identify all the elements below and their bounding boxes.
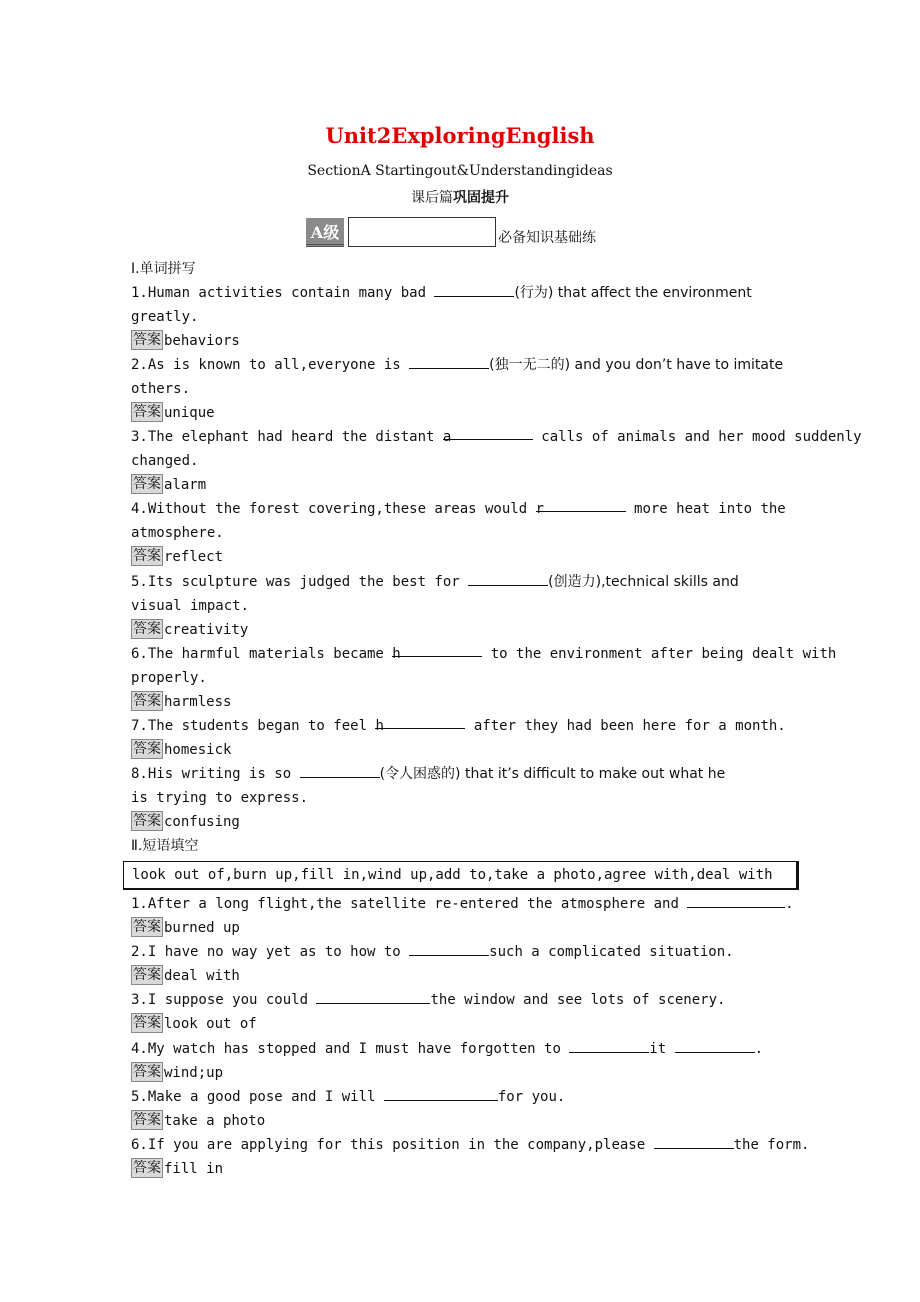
score-box	[348, 217, 496, 247]
question: 5.Make a good pose and I will for you.	[131, 1085, 831, 1109]
unit-title: Unit2ExploringEnglish	[325, 123, 595, 148]
level-badge: A级	[306, 218, 344, 247]
answer-blank[interactable]	[384, 1086, 498, 1101]
answer-row: 答案 wind;up	[133, 1064, 224, 1081]
answer-row: 答案 burned up	[133, 919, 240, 936]
question-continuation: visual impact.	[131, 598, 250, 614]
question-continuation: others.	[131, 381, 191, 397]
answer-tag: 答案	[133, 741, 161, 757]
answer-blank[interactable]	[409, 941, 489, 956]
question: 3.I suppose you could the window and see lots of scenery.	[131, 988, 831, 1012]
answer-tag: 答案	[133, 1160, 161, 1176]
question: 5.Its sculpture was judged the best for (创造力),technical skills and	[131, 570, 831, 594]
question: 7.The students began to feel h after they had been here for a month.	[131, 714, 831, 738]
section-heading: Ⅱ.短语填空	[131, 838, 199, 854]
answer-row: 答案 creativity	[133, 621, 249, 638]
question: 3.The elephant had heard the distant a calls of animals and her mood suddenly	[131, 425, 831, 449]
section-title: SectionA Startingout&Understandingideas	[307, 163, 613, 179]
question-continuation: is trying to express.	[131, 790, 309, 806]
answer-tag: 答案	[133, 332, 161, 348]
answer-blank[interactable]: a	[443, 425, 533, 440]
question: 4.Without the forest covering,these areas would r more heat into the	[131, 497, 831, 521]
answer-row: 答案 behaviors	[133, 332, 240, 349]
question-continuation: changed.	[131, 453, 199, 469]
answer-row: 答案 look out of	[133, 1015, 257, 1032]
answer-row: 答案 unique	[133, 404, 215, 421]
answer-blank[interactable]	[409, 354, 489, 369]
answer-blank[interactable]	[675, 1038, 755, 1053]
level-text: 必备知识基础练	[498, 230, 596, 246]
section-heading: Ⅰ.单词拼写	[131, 261, 196, 277]
question: 1.Human activities contain many bad (行为) that affect the environment	[131, 281, 831, 305]
answer-tag: 答案	[133, 548, 161, 564]
answer-row: 答案 deal with	[133, 967, 240, 984]
question: 6.If you are applying for this position in the company,please the form.	[131, 1133, 831, 1157]
answer-row: 答案 take a photo	[133, 1112, 266, 1129]
answer-tag: 答案	[133, 404, 161, 420]
answer-tag: 答案	[133, 1015, 161, 1031]
answer-tag: 答案	[133, 1064, 161, 1080]
answer-tag: 答案	[133, 621, 161, 637]
answer-blank[interactable]	[316, 989, 430, 1004]
question: 2.As is known to all,everyone is (独一无二的) and you don’t have to imitate	[131, 353, 831, 377]
answer-blank[interactable]	[468, 571, 548, 586]
answer-blank[interactable]: r	[536, 497, 626, 512]
answer-blank[interactable]	[434, 282, 514, 297]
question: 4.My watch has stopped and I must have forgotten to it .	[131, 1037, 831, 1061]
answer-blank[interactable]	[569, 1038, 649, 1053]
answer-row: 答案 harmless	[133, 693, 232, 710]
answer-blank[interactable]: h	[375, 714, 465, 729]
question-continuation: greatly.	[131, 309, 199, 325]
answer-tag: 答案	[133, 919, 161, 935]
question: 2.I have no way yet as to how to such a complicated situation.	[131, 940, 831, 964]
question: 1.After a long flight,the satellite re-entered the atmosphere and .	[131, 892, 831, 916]
answer-row: 答案 fill in	[133, 1160, 224, 1177]
level-header	[306, 213, 596, 247]
answer-blank[interactable]	[300, 763, 380, 778]
course-subtitle: 课后篇巩固提升	[411, 190, 509, 206]
answer-row: 答案 reflect	[133, 548, 224, 565]
answer-tag: 答案	[133, 967, 161, 983]
question-continuation: properly.	[131, 670, 207, 686]
answer-tag: 答案	[133, 813, 161, 829]
question: 8.His writing is so (令人困惑的) that it’s difficult to make out what he	[131, 762, 831, 786]
answer-row: 答案 homesick	[133, 741, 232, 758]
answer-tag: 答案	[133, 693, 161, 709]
answer-row: 答案 alarm	[133, 476, 207, 493]
answer-row: 答案 confusing	[133, 813, 240, 830]
answer-tag: 答案	[133, 1112, 161, 1128]
answer-blank[interactable]: h	[392, 642, 482, 657]
answer-blank[interactable]	[654, 1134, 734, 1149]
answer-blank[interactable]	[687, 893, 785, 908]
question-continuation: atmosphere.	[131, 525, 224, 541]
answer-tag: 答案	[133, 476, 161, 492]
phrase-bank: look out of,burn up,fill in,wind up,add to,take a photo,agree with,deal with	[123, 861, 799, 890]
question: 6.The harmful materials became h to the environment after being dealt with	[131, 642, 831, 666]
